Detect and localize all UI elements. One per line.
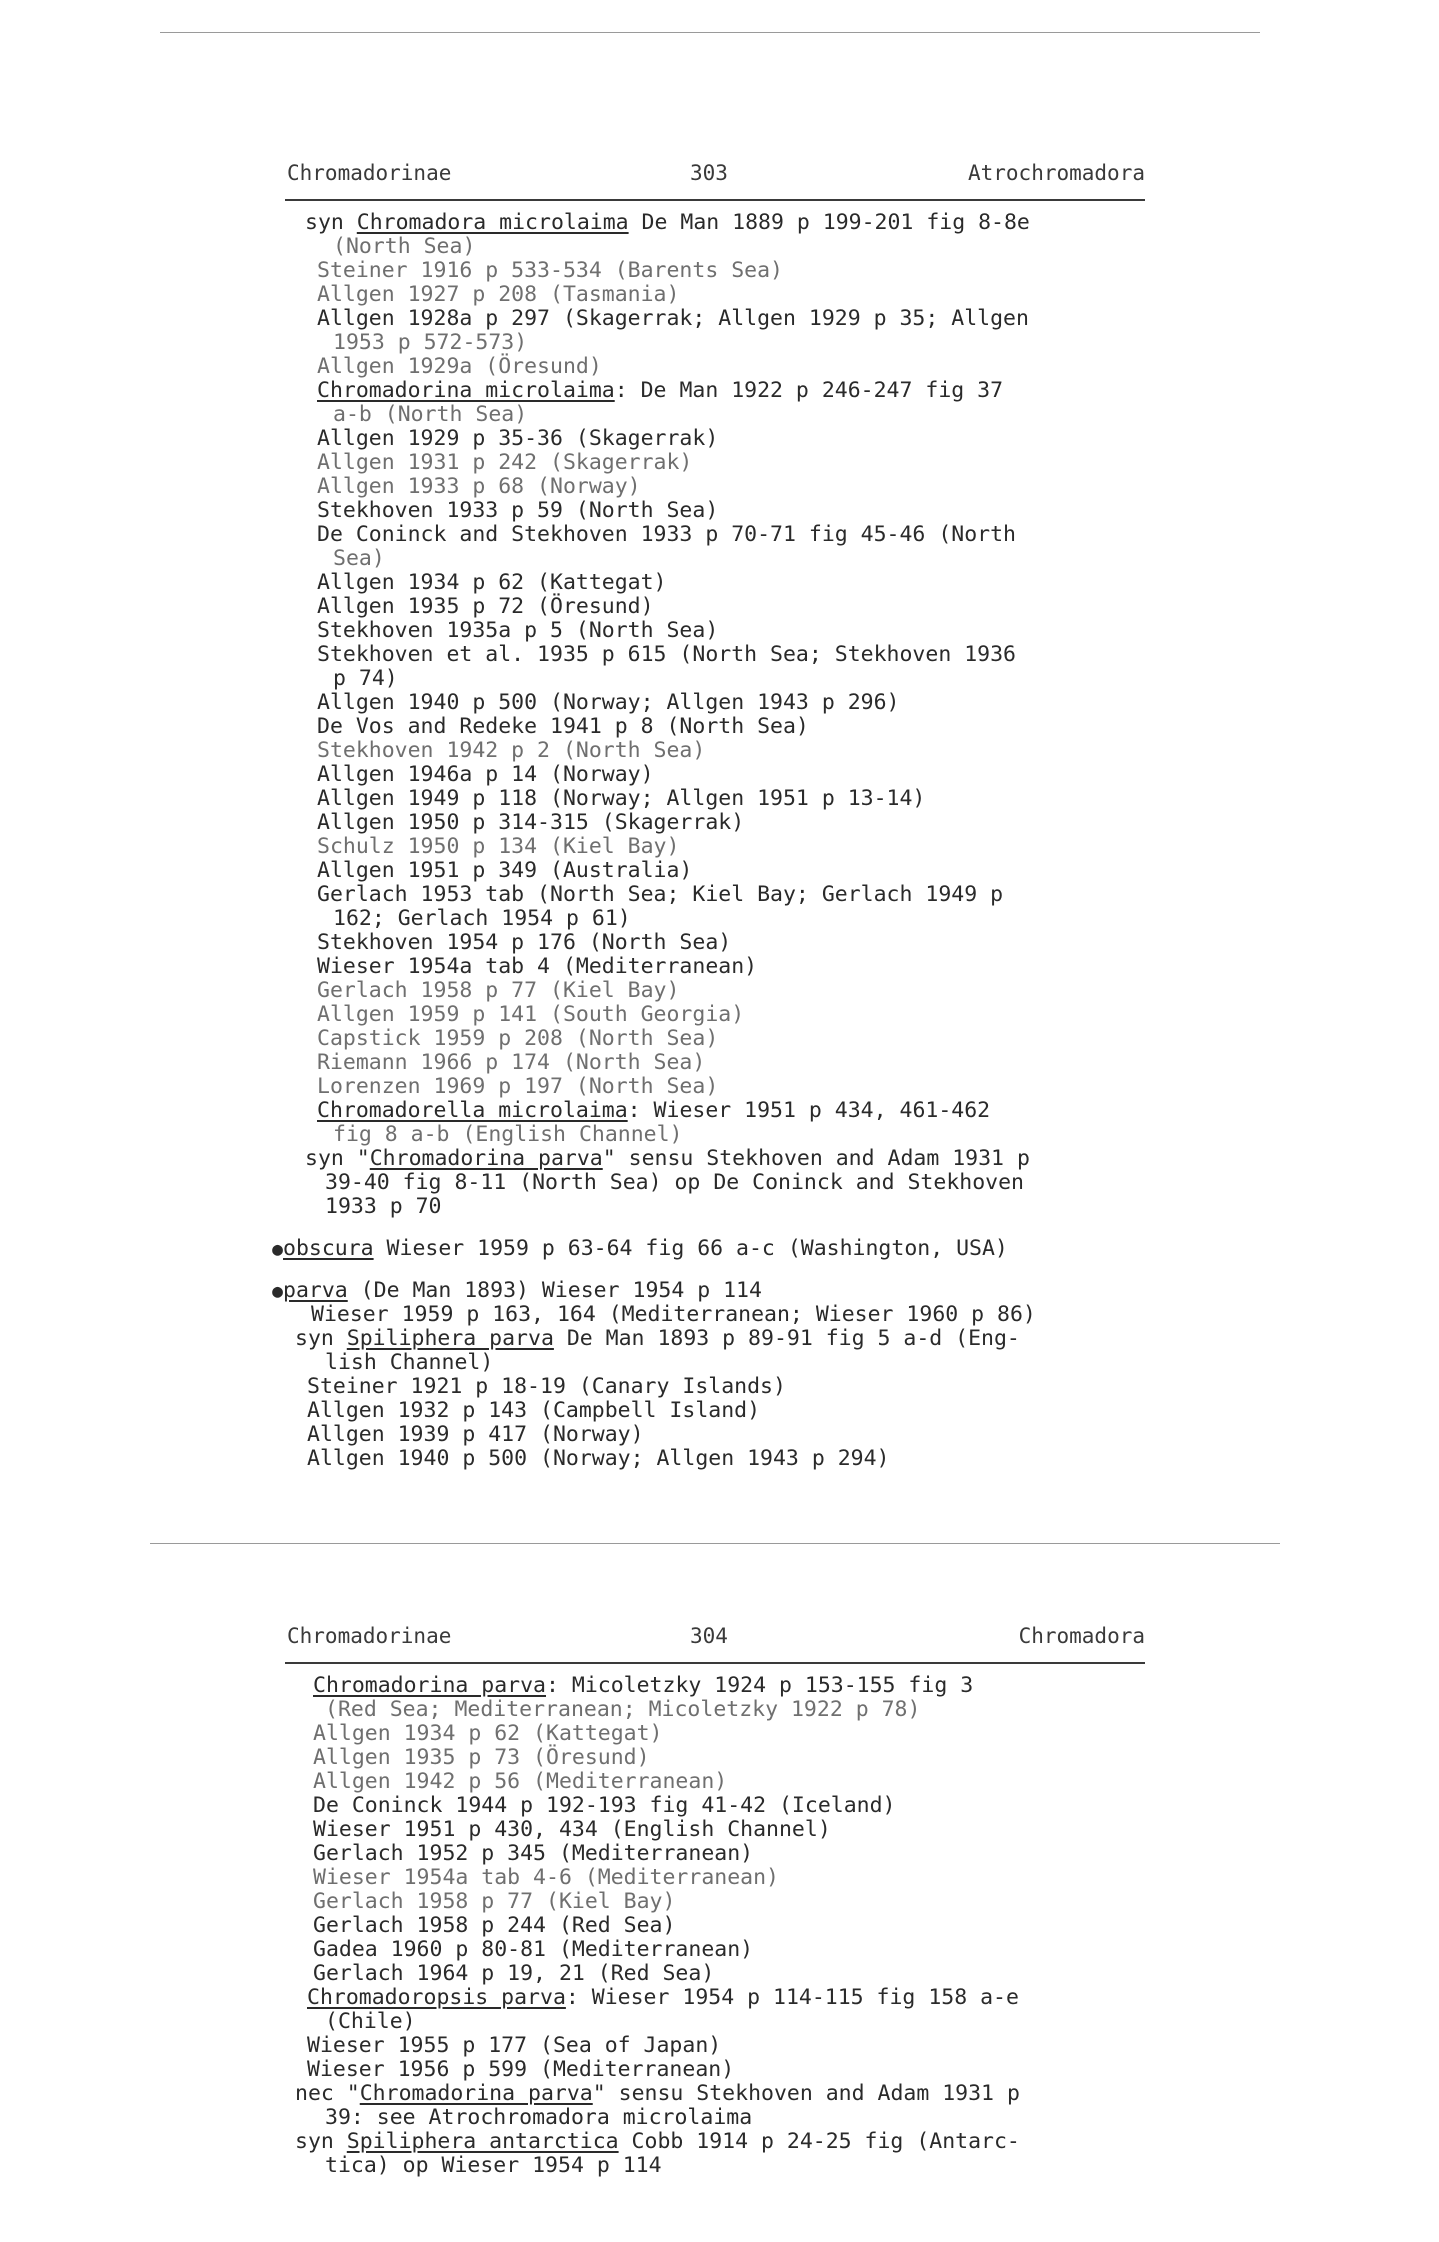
citation-text: De Coninck and Stekhoven 1933 p 70-71 fig 45-46 (North — [317, 522, 1016, 547]
citation-text: Steiner 1921 p 18-19 (Canary Islands) — [307, 1374, 786, 1399]
line-prefix: nec " — [295, 2081, 360, 2106]
page-304 — [285, 1618, 1145, 2178]
citation-text: Wieser 1954a tab 4 (Mediterranean) — [317, 954, 758, 979]
citation-text: Allgen 1929a (Öresund) — [317, 354, 602, 379]
citation-line — [285, 2058, 1145, 2082]
taxon-name: Chromadorella microlaima — [317, 1098, 628, 1123]
reference-list — [272, 210, 1145, 1471]
citation-text: Gerlach 1958 p 77 (Kiel Bay) — [317, 978, 680, 1003]
citation-text: Gerlach 1953 tab (North Sea; Kiel Bay; Gerlach 1949 p — [317, 882, 1004, 907]
citation-line — [285, 1399, 1145, 1423]
citation-text: Allgen 1931 p 242 (Skagerrak) — [317, 450, 693, 475]
citation-line — [285, 1099, 1145, 1123]
citation-text: Allgen 1950 p 314-315 (Skagerrak) — [317, 810, 745, 835]
header-genus: Chromadora — [1018, 1624, 1145, 1648]
citation-text: : Wieser 1954 p 114-115 fig 158 a-e — [565, 1985, 1019, 2010]
citation-line — [285, 1123, 1145, 1147]
citation-text: Wieser 1955 p 177 (Sea of Japan) — [307, 2033, 722, 2058]
citation-text: Wieser 1951 p 430, 434 (English Channel) — [313, 1817, 831, 1842]
citation-text: Allgen 1932 p 143 (Campbell Island) — [307, 1398, 761, 1423]
citation-text: Capstick 1959 p 208 (North Sea) — [317, 1026, 719, 1051]
citation-line — [285, 1890, 1145, 1914]
citation-line — [285, 1938, 1145, 1962]
citation-text: Lorenzen 1969 p 197 (North Sea) — [317, 1074, 719, 1099]
taxon-name: Spiliphera parva — [346, 1326, 554, 1351]
citation-line — [285, 715, 1145, 739]
citation-line — [285, 1866, 1145, 1890]
citation-text: Allgen 1940 p 500 (Norway; Allgen 1943 p 296) — [317, 690, 900, 715]
citation-line — [285, 979, 1145, 1003]
citation-text: Riemann 1966 p 174 (North Sea) — [317, 1050, 706, 1075]
citation-text: Allgen 1939 p 417 (Norway) — [307, 1422, 644, 1447]
citation-line — [285, 763, 1145, 787]
citation-text: Allgen 1928a p 297 (Skagerrak; Allgen 1929 p 35; Allgen — [317, 306, 1029, 331]
citation-line — [285, 1027, 1145, 1051]
citation-text: Allgen 1934 p 62 (Kattegat) — [317, 570, 667, 595]
taxon-name: Chromadorina parva — [359, 2081, 593, 2106]
citation-text: Allgen 1935 p 73 (Öresund) — [313, 1745, 650, 1770]
citation-text: Allgen 1949 p 118 (Norway; Allgen 1951 p 13-14) — [317, 786, 926, 811]
citation-text: Allgen 1940 p 500 (Norway; Allgen 1943 p 294) — [307, 1446, 890, 1471]
citation-line — [285, 1195, 1145, 1219]
header-section: Chromadorinae — [287, 161, 452, 185]
citation-line — [285, 235, 1145, 259]
citation-text: Allgen 1927 p 208 (Tasmania) — [317, 282, 680, 307]
citation-line — [285, 1842, 1145, 1866]
citation-text: Stekhoven 1933 p 59 (North Sea) — [317, 498, 719, 523]
citation-text: 1933 p 70 — [325, 1194, 442, 1219]
citation-text: De Man 1893 p 89-91 fig 5 a-d (Eng- — [553, 1326, 1020, 1351]
taxon-name: Chromadorina parva — [313, 1673, 546, 1698]
citation-line — [285, 1674, 1145, 1698]
taxon-name: parva — [283, 1278, 348, 1303]
species-entry — [272, 1236, 1145, 1261]
citation-line — [285, 1746, 1145, 1770]
citation-line — [285, 307, 1145, 331]
citation-text: Steiner 1916 p 533-534 (Barents Sea) — [317, 258, 783, 283]
citation-text: (Red Sea; Mediterranean; Micoletzky 1922 p 78) — [325, 1697, 921, 1722]
citation-text: Allgen 1946a p 14 (Norway) — [317, 762, 654, 787]
separator-line-top — [160, 32, 1260, 33]
citation-line — [285, 1171, 1145, 1195]
citation-line — [285, 523, 1145, 547]
citation-text: 162; Gerlach 1954 p 61) — [333, 906, 631, 931]
citation-line — [285, 379, 1145, 403]
citation-line — [285, 2154, 1145, 2178]
citation-text: 39-40 fig 8-11 (North Sea) op De Coninck and Stekhoven — [325, 1170, 1024, 1195]
citation-line — [285, 427, 1145, 451]
citation-text: : Micoletzky 1924 p 153-155 fig 3 — [546, 1673, 974, 1698]
citation-line — [285, 907, 1145, 931]
citation-text: Wieser 1956 p 599 (Mediterranean) — [307, 2057, 735, 2082]
citation-line — [285, 667, 1145, 691]
citation-line — [285, 211, 1145, 235]
citation-text: lish Channel) — [325, 1350, 494, 1375]
citation-text: fig 8 a-b (English Channel) — [333, 1122, 683, 1147]
line-prefix: syn — [305, 210, 357, 235]
citation-line — [285, 835, 1145, 859]
bullet-icon: ● — [272, 1239, 283, 1260]
citation-line — [285, 1423, 1145, 1447]
citation-line — [285, 1794, 1145, 1818]
citation-line — [285, 1447, 1145, 1471]
citation-line — [285, 403, 1145, 427]
citation-text: Gerlach 1964 p 19, 21 (Red Sea) — [313, 1961, 715, 1986]
citation-line — [285, 955, 1145, 979]
citation-line — [285, 595, 1145, 619]
page-header — [285, 155, 1145, 201]
citation-line — [285, 1962, 1145, 1986]
citation-text: Allgen 1959 p 141 (South Georgia) — [317, 1002, 745, 1027]
citation-text: Wieser 1954a tab 4-6 (Mediterranean) — [313, 1865, 779, 1890]
citation-line — [285, 643, 1145, 667]
citation-line — [285, 451, 1145, 475]
citation-text: De Man 1889 p 199-201 fig 8-8e — [628, 210, 1030, 235]
citation-line — [285, 883, 1145, 907]
citation-line — [285, 1818, 1145, 1842]
line-prefix: syn — [295, 1326, 347, 1351]
bullet-icon: ● — [272, 1281, 283, 1302]
citation-text: a-b (North Sea) — [333, 402, 528, 427]
citation-line — [285, 1986, 1145, 2010]
line-prefix: syn " — [305, 1146, 370, 1171]
citation-line — [285, 931, 1145, 955]
citation-line — [285, 1327, 1145, 1351]
page-number: 304 — [690, 1624, 728, 1648]
species-entry — [272, 1278, 1145, 1303]
citation-line — [285, 1003, 1145, 1027]
citation-line — [285, 619, 1145, 643]
citation-text: Gerlach 1958 p 244 (Red Sea) — [313, 1913, 676, 1938]
header-genus: Atrochromadora — [967, 161, 1145, 185]
citation-line — [285, 787, 1145, 811]
citation-text: 39: see Atrochromadora microlaima — [325, 2105, 753, 2130]
citation-line — [285, 475, 1145, 499]
reference-list — [285, 1674, 1145, 2178]
citation-line — [285, 691, 1145, 715]
citation-text: (De Man 1893) Wieser 1954 p 114 — [347, 1278, 762, 1303]
citation-line — [285, 1770, 1145, 1794]
citation-text: Allgen 1951 p 349 (Australia) — [317, 858, 693, 883]
citation-text: Stekhoven 1954 p 176 (North Sea) — [317, 930, 732, 955]
citation-line — [285, 1075, 1145, 1099]
citation-line — [285, 1147, 1145, 1171]
citation-text: (Chile) — [325, 2009, 416, 2034]
citation-text: Allgen 1935 p 72 (Öresund) — [317, 594, 654, 619]
citation-line — [285, 571, 1145, 595]
citation-line — [285, 1303, 1145, 1327]
citation-line — [285, 739, 1145, 763]
page-number: 303 — [690, 161, 728, 185]
citation-text: : Wieser 1951 p 434, 461-462 — [627, 1098, 991, 1123]
page-303 — [272, 155, 1145, 1471]
citation-text: Sea) — [333, 546, 385, 571]
citation-text: Stekhoven 1942 p 2 (North Sea) — [317, 738, 706, 763]
taxon-name: Spiliphera antarctica — [346, 2129, 619, 2154]
citation-line — [285, 259, 1145, 283]
citation-text: tica) op Wieser 1954 p 114 — [325, 2153, 662, 2178]
header-section: Chromadorinae — [287, 1624, 452, 1648]
citation-line — [285, 331, 1145, 355]
citation-text: Schulz 1950 p 134 (Kiel Bay) — [317, 834, 680, 859]
citation-line — [285, 2130, 1145, 2154]
citation-text: Cobb 1914 p 24-25 fig (Antarc- — [618, 2129, 1020, 2154]
citation-line — [285, 2034, 1145, 2058]
citation-line — [285, 1698, 1145, 1722]
citation-line — [285, 1351, 1145, 1375]
citation-text: Wieser 1959 p 163, 164 (Mediterranean; Wieser 1960 p 86) — [311, 1302, 1036, 1327]
taxon-name: Chromadorina parva — [369, 1146, 603, 1171]
citation-text: p 74) — [333, 666, 398, 691]
citation-text: : De Man 1922 p 246-247 fig 37 — [614, 378, 1004, 403]
citation-text: 1953 p 572-573) — [333, 330, 528, 355]
taxon-name: obscura — [283, 1236, 374, 1261]
citation-line — [285, 1375, 1145, 1399]
taxon-name: Chromadora microlaima — [356, 210, 629, 235]
citation-text: Allgen 1933 p 68 (Norway) — [317, 474, 641, 499]
citation-text: " sensu Stekhoven and Adam 1931 p — [592, 2081, 1020, 2106]
citation-line — [285, 283, 1145, 307]
citation-line — [285, 499, 1145, 523]
citation-text: Allgen 1942 p 56 (Mediterranean) — [313, 1769, 728, 1794]
citation-text: Allgen 1929 p 35-36 (Skagerrak) — [317, 426, 719, 451]
citation-text: (North Sea) — [333, 234, 476, 259]
citation-text: Gerlach 1952 p 345 (Mediterranean) — [313, 1841, 754, 1866]
page-header — [285, 1618, 1145, 1664]
taxon-name: Chromadoropsis parva — [307, 1985, 566, 2010]
citation-text: Gadea 1960 p 80-81 (Mediterranean) — [313, 1937, 754, 1962]
citation-line — [285, 1051, 1145, 1075]
citation-line — [285, 355, 1145, 379]
taxon-name: Chromadorina microlaima — [317, 378, 615, 403]
citation-text: Stekhoven 1935a p 5 (North Sea) — [317, 618, 719, 643]
citation-text: " sensu Stekhoven and Adam 1931 p — [602, 1146, 1030, 1171]
citation-text: Wieser 1959 p 63-64 fig 66 a-c (Washington, USA) — [373, 1236, 1008, 1261]
citation-line — [285, 811, 1145, 835]
citation-line — [285, 2082, 1145, 2106]
citation-text: Allgen 1934 p 62 (Kattegat) — [313, 1721, 663, 1746]
citation-line — [285, 1722, 1145, 1746]
separator-line-middle — [150, 1543, 1280, 1544]
citation-text: Stekhoven et al. 1935 p 615 (North Sea; Stekhoven 1936 — [317, 642, 1016, 667]
citation-text: De Coninck 1944 p 192-193 fig 41-42 (Iceland) — [313, 1793, 896, 1818]
citation-line — [285, 2010, 1145, 2034]
citation-line — [285, 2106, 1145, 2130]
citation-text: De Vos and Redeke 1941 p 8 (North Sea) — [317, 714, 809, 739]
citation-line — [285, 547, 1145, 571]
citation-text: Gerlach 1958 p 77 (Kiel Bay) — [313, 1889, 676, 1914]
line-prefix: syn — [295, 2129, 347, 2154]
citation-line — [285, 1914, 1145, 1938]
citation-line — [285, 859, 1145, 883]
